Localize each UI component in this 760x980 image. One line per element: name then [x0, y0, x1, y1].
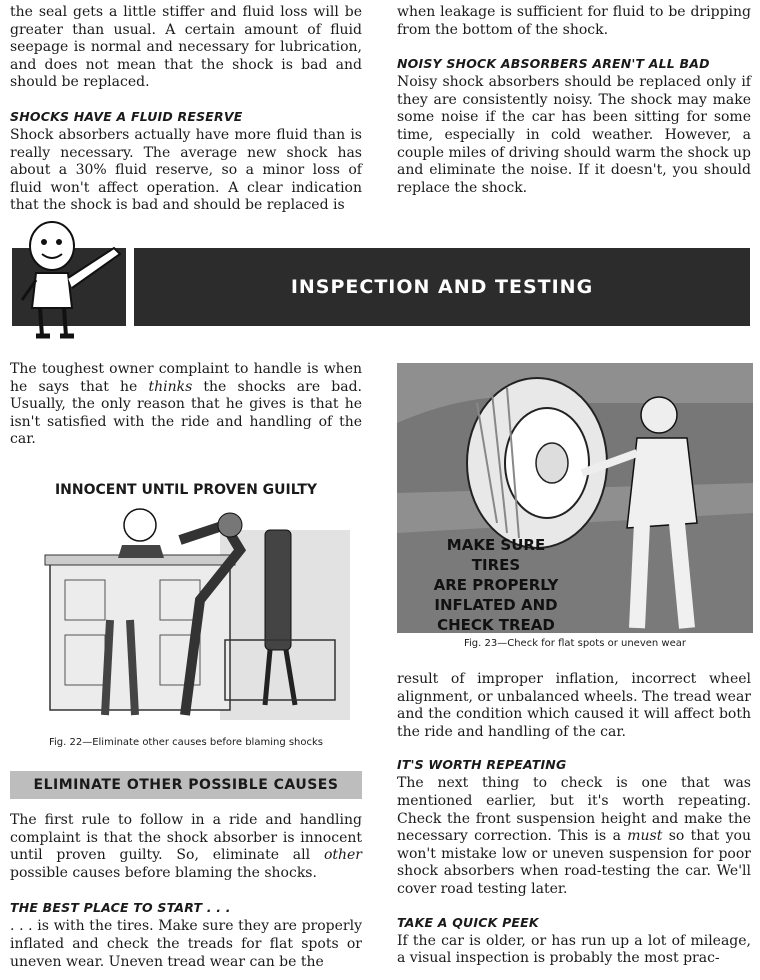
paragraph-first-rule — [10, 812, 362, 882]
heading-best-place: THE BEST PLACE TO START . . . — [10, 900, 231, 916]
intro-column — [10, 361, 362, 449]
courtroom-illustration — [10, 470, 362, 730]
intro-text-2: the shocks are bad. Usually, the only reason that he gives is that he isn't satisfied with the ride and handling of the car. — [10, 378, 362, 448]
figure-23 — [397, 363, 753, 633]
paragraph-seal: the seal gets a little stiffer and fluid loss will be greater than usual. A certain amount of fluid seepage is normal and necessary for lubrication, and does not mean that the shock is bad and should be replaced. — [10, 4, 362, 91]
fig23-caption: Fig. 23—Check for flat spots or uneven wear — [463, 638, 686, 649]
repeating-emphasis: must — [627, 828, 663, 845]
fig22-headline: INNOCENT UNTIL PROVEN GUILTY — [54, 482, 318, 498]
fig23-label — [421, 535, 571, 633]
first-rule-text-1: The first rule to follow in a ride and handling complaint is that the shock absorber is innocent until proven guilty. So, eliminate all — [10, 812, 362, 864]
repeating-text-2: so that you won't mistake low or uneven suspension for poor shock absorbers when road-testing the car. We'll cover road testing later. — [397, 828, 751, 897]
figure-22 — [10, 470, 362, 730]
section-heading-eliminate: ELIMINATE OTHER POSSIBLE CAUSES — [10, 771, 362, 799]
first-rule-text-2: possible causes before blaming the shocks. — [10, 864, 317, 881]
top-right-column — [397, 4, 751, 197]
lower-right-column — [397, 671, 751, 968]
paragraph-worth-repeating — [397, 775, 751, 898]
fig22-caption: Fig. 22—Eliminate other causes before blaming shocks — [48, 737, 324, 748]
lower-left-column — [10, 812, 362, 971]
fig23-label-line-1: MAKE SURE TIRES — [446, 536, 546, 574]
fig23-label-line-2: ARE PROPERLY — [433, 576, 559, 594]
banner-title: INSPECTION AND TESTING — [290, 276, 594, 298]
paragraph-leakage: when leakage is sufficient for fluid to be dripping from the bottom of the shock. — [397, 4, 751, 38]
paragraph-quick-peek: If the car is older, or has run up a lot of mileage, a visual inspection is probably the most prac- — [397, 932, 751, 967]
intro-text-1: The toughest owner complaint to handle is when he says that he — [10, 361, 362, 395]
heading-noisy-shocks: NOISY SHOCK ABSORBERS AREN'T ALL BAD — [397, 56, 710, 72]
fig23-label-line-4: CHECK TREAD — [437, 616, 555, 633]
top-left-column — [10, 4, 362, 215]
first-rule-emphasis: other — [323, 847, 362, 864]
repeating-text-1: The next thing to check is one that was mentioned earlier, but it's worth repeating. Check the front suspension height and make the necessary correction. This is a — [397, 775, 751, 845]
paragraph-tires: . . . is with the tires. Make sure they are properly inflated and check the treads for flat spots or uneven wear. Uneven tread wear can be the — [10, 918, 362, 970]
intro-emphasis: thinks — [148, 378, 193, 395]
fig23-label-line-3: INFLATED AND — [434, 596, 558, 614]
paragraph-noisy-shocks: Noisy shock absorbers should be replaced only if they are consistently noisy. The shock may make some noise if the car has been sitting for some time, especially in cold weather. However, a couple miles of driving should warm the shock up and eliminate the noise. If it doesn't, you should replace the shock. — [397, 74, 751, 196]
heading-worth-repeating: IT'S WORTH REPEATING — [397, 757, 567, 773]
heading-fluid-reserve: SHOCKS HAVE A FLUID RESERVE — [10, 108, 243, 124]
paragraph-fluid-reserve: Shock absorbers actually have more fluid than is really necessary. The average new shock has about a 30% fluid reserve, so a minor loss of fluid won't affect operation. A clear indication that the shock is bad and should be replaced is — [10, 126, 362, 214]
heading-quick-peek: TAKE A QUICK PEEK — [397, 914, 539, 930]
section-banner — [134, 248, 750, 326]
mascot-pointing-illustration — [14, 218, 132, 350]
paragraph-tread-wear: result of improper inflation, incorrect wheel alignment, or unbalanced wheels. The tread wear and the condition which caused it will affect both the ride and handling of the car. — [397, 671, 751, 740]
paragraph-intro — [10, 361, 362, 449]
